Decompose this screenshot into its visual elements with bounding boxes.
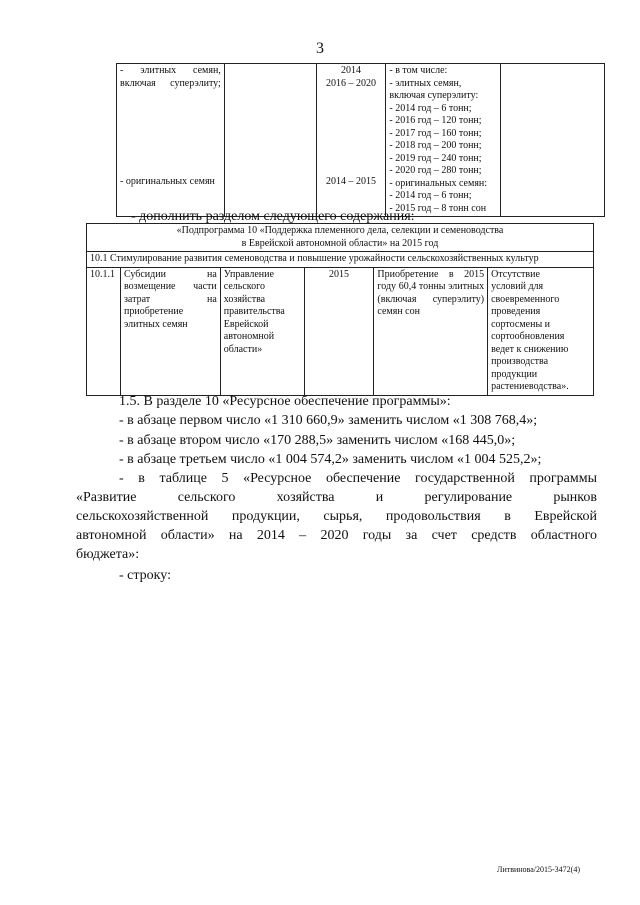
result-line: - 2018 год – 200 тонн; (389, 140, 482, 151)
item-original-seeds: - оригинальных семян (120, 176, 215, 187)
result-line: - оригинальных семян: (389, 177, 488, 189)
result-line: - в том числе: (389, 65, 448, 76)
result-line: - 2014 год – 6 тонн; (389, 190, 472, 201)
paragraph-table5-line2: «Развитие сельского хозяйства и регулирование рынков (76, 490, 597, 505)
consequence-line: сортообновления (491, 331, 565, 342)
result-cell: Приобретение в 2015 году 60,4 тонны элитных (включая суперэлиту) семян сон (374, 267, 488, 395)
subprogram-title-cell (87, 224, 594, 252)
measure-name: Субсидии на возмещение части затрат на приобретение элитных семян (120, 267, 220, 395)
consequence-line: Отсутствие (491, 268, 540, 280)
section-title: 10.1 Стимулирование развития семеноводства и повышение урожайности сельскохозяйственных культур (87, 252, 594, 268)
consequence-cell (501, 64, 605, 217)
subprogram-title-cont: в Еврейской автономной области» на 2015 год (241, 237, 439, 249)
executor-line: области» (223, 343, 263, 355)
table-title-row (87, 224, 594, 252)
result-line: - 2020 год – 280 тонн; (389, 165, 482, 176)
paragraph-second: - в абзаце втором число «170 288,5» заменить числом «168 445,0»; (119, 433, 516, 448)
row-number: 10.1.1 (87, 267, 121, 395)
result-line: - элитных семян, включая суперэлиту: (389, 77, 479, 101)
items-cell (117, 64, 225, 217)
executor-line: правительства (223, 306, 285, 317)
paragraph-table5-line1: - в таблице 5 «Ресурсное обеспечение государственной программы (119, 471, 597, 486)
consequence-cell (488, 267, 594, 395)
footer-reference: Литвинова/2015-3472(4) (497, 865, 580, 874)
result-line: - 2015 год – 8 тонн сон (389, 202, 487, 214)
section-row (87, 252, 594, 268)
year-2014: 2014 (340, 65, 361, 76)
table-row (117, 64, 605, 217)
year-cell: 2015 (304, 267, 374, 395)
executor-line: Еврейской (223, 318, 269, 330)
years-cell (316, 64, 386, 217)
executor-line: сельского (223, 281, 265, 292)
consequence-line: ведет к снижению (491, 343, 569, 355)
paragraph-third: - в абзаце третьем число «1 004 574,2» заменить числом «1 004 525,2»; (119, 452, 542, 467)
paragraph-row: - строку: (119, 568, 171, 583)
result-line: - 2014 год – 6 тонн; (389, 102, 472, 114)
result-line: - 2019 год – 240 тонн; (389, 152, 482, 164)
paragraph-table5-line4: автономной области» на 2014 – 2020 годы за счет средств областного (76, 528, 597, 543)
paragraph-first: - в абзаце первом число «1 310 660,9» заменить числом «1 308 768,4»; (119, 413, 538, 428)
subprogram-table (86, 223, 594, 396)
consequence-line: сортосмены и (491, 318, 551, 330)
subprogram-title: «Подпрограмма 10 «Поддержка племенного дела, селекции и семеноводства (176, 225, 504, 236)
paragraph-table5-line5: бюджета»: (76, 547, 140, 562)
consequence-line: растениеводства». (491, 381, 569, 392)
executor-cell (224, 64, 316, 217)
result-line: - 2016 год – 120 тонн; (389, 115, 482, 126)
consequence-line: производства (491, 356, 549, 367)
consequence-line: продукции (491, 368, 538, 380)
year-range-original: 2014 – 2015 (325, 176, 376, 187)
item-elite-seeds: - элитных семян, включая суперэлиту; (120, 65, 221, 89)
table-row (87, 267, 594, 395)
paragraph-1-5: 1.5. В разделе 10 «Ресурсное обеспечение программы»: (119, 394, 451, 409)
consequence-line: условий для (491, 281, 544, 292)
results-cell (386, 64, 501, 217)
consequence-line: проведения (491, 306, 541, 317)
supplement-line: - дополнить разделом следующего содержания: (131, 209, 415, 224)
page-number: 3 (316, 40, 324, 57)
result-line: - 2017 год – 160 тонн; (389, 127, 482, 139)
year-range: 2016 – 2020 (325, 77, 376, 89)
executor-line: хозяйства (223, 293, 266, 305)
executor-line: автономной (223, 331, 275, 342)
consequence-line: своевременного (491, 293, 560, 305)
table-continuation (116, 63, 605, 217)
paragraph-table5-line3: сельскохозяйственной продукции, сырья, продовольствия в Еврейской (76, 509, 597, 524)
executor-cell (220, 267, 304, 395)
executor-line: Управление (223, 268, 274, 280)
